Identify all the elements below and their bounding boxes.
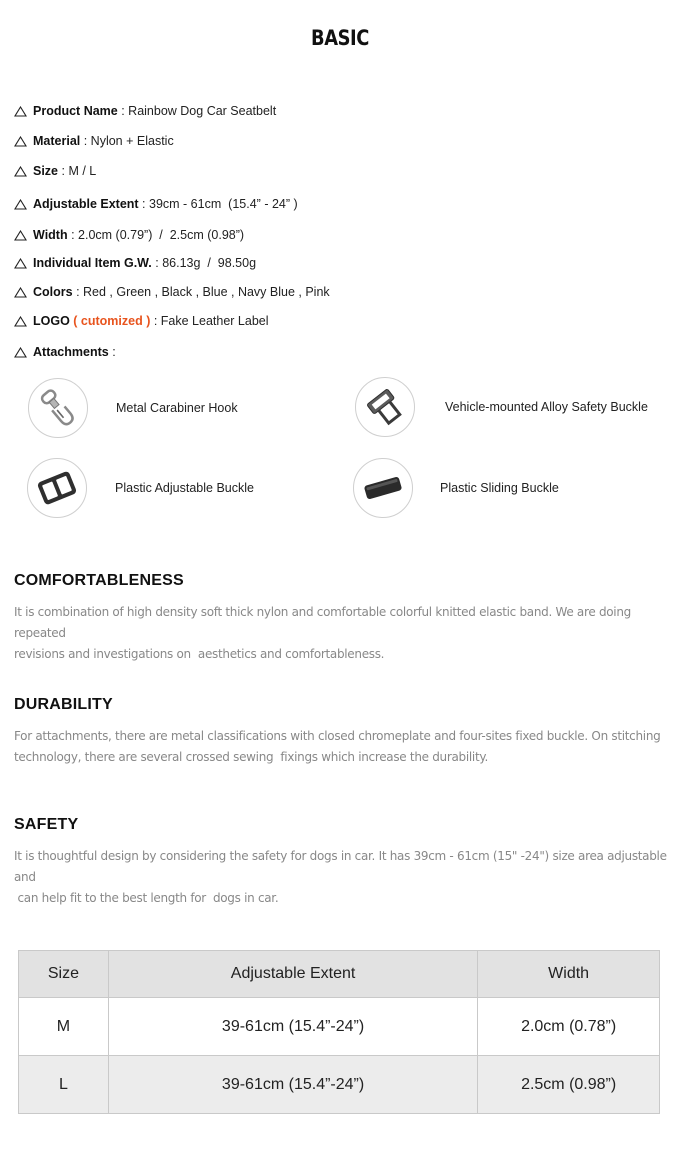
spec-key: Attachments xyxy=(33,345,109,359)
table-cell: 39-61cm (15.4”-24”) xyxy=(108,998,477,1056)
attachment-item xyxy=(27,458,254,518)
attachment-label: Plastic Sliding Buckle xyxy=(440,481,559,495)
safety-buckle-icon xyxy=(355,377,415,437)
spec-key: Size xyxy=(33,164,59,178)
text-line: For attachments, there are metal classifications with closed chromeplate and four-sites fixed buckle. On stitching xyxy=(14,729,661,743)
spec-key: Colors xyxy=(33,285,73,299)
attachment-item xyxy=(28,378,238,438)
spec-value: 2.0cm (0.79”) / 2.5cm (0.98”) xyxy=(78,228,245,242)
spec-key: Individual Item G.W. xyxy=(33,256,152,270)
table-row xyxy=(19,998,660,1056)
carabiner-hook-icon xyxy=(28,378,88,438)
triangle-bullet-icon xyxy=(14,230,27,241)
section-heading-safety: SAFETY xyxy=(14,816,79,833)
attachment-label: Metal Carabiner Hook xyxy=(116,401,238,415)
section-heading-comfortableness: COMFORTABLENESS xyxy=(14,572,184,589)
spec-product-name xyxy=(14,104,276,118)
spec-value: 86.13g / 98.50g xyxy=(162,256,257,270)
spec-note: ( cutomized ) xyxy=(69,314,154,328)
text-line: technology, there are several crossed sewing fixings which increase the durability. xyxy=(14,750,488,764)
spec-key: Width xyxy=(33,228,68,242)
column-header-size: Size xyxy=(19,951,109,998)
column-header-width: Width xyxy=(478,951,660,998)
spec-sep: : xyxy=(153,314,161,328)
table-header-row xyxy=(19,951,660,998)
size-table xyxy=(18,950,660,1114)
sliding-buckle-icon xyxy=(353,458,413,518)
section-text-safety xyxy=(14,846,674,909)
spec-key: Material xyxy=(33,134,81,148)
table-cell: L xyxy=(19,1056,109,1114)
spec-gross-weight xyxy=(14,256,256,270)
spec-key: Adjustable Extent xyxy=(33,197,139,211)
text-line: can help fit to the best length for dogs in car. xyxy=(14,891,279,905)
text-line: It is thoughtful design by considering the safety for dogs in car. It has 39cm - 61cm (15" -24") size area adjustable and xyxy=(14,849,667,884)
spec-value: M / L xyxy=(68,164,97,178)
page-title: BASIC xyxy=(311,26,369,50)
adjustable-buckle-icon xyxy=(27,458,87,518)
attachment-label: Vehicle-mounted Alloy Safety Buckle xyxy=(445,400,648,414)
triangle-bullet-icon xyxy=(14,106,27,117)
spec-sep: : xyxy=(80,134,91,148)
triangle-bullet-icon xyxy=(14,316,27,327)
table-cell: 2.0cm (0.78”) xyxy=(478,998,660,1056)
spec-material xyxy=(14,134,174,148)
triangle-bullet-icon xyxy=(14,287,27,298)
spec-logo xyxy=(14,314,269,328)
spec-sep: : xyxy=(72,285,84,299)
section-heading-durability: DURABILITY xyxy=(14,696,113,713)
table-cell: 2.5cm (0.98”) xyxy=(478,1056,660,1114)
spec-sep: : xyxy=(138,197,149,211)
section-text-durability xyxy=(14,726,674,768)
triangle-bullet-icon xyxy=(14,258,27,269)
triangle-bullet-icon xyxy=(14,136,27,147)
text-line: revisions and investigations on aesthetics and comfortableness. xyxy=(14,647,385,661)
attachment-label: Plastic Adjustable Buckle xyxy=(115,481,254,495)
triangle-bullet-icon xyxy=(14,199,27,210)
spec-attachments xyxy=(14,345,116,359)
spec-key: Product Name xyxy=(33,104,118,118)
spec-value: 39cm - 61cm (15.4” - 24” ) xyxy=(149,197,298,211)
triangle-bullet-icon xyxy=(14,347,27,358)
table-row xyxy=(19,1056,660,1114)
text-line: It is combination of high density soft thick nylon and comfortable colorful knitted elastic band. We are doing repeated xyxy=(14,605,631,640)
section-text-comfortableness xyxy=(14,602,674,665)
spec-colors xyxy=(14,285,330,299)
spec-value: Rainbow Dog Car Seatbelt xyxy=(128,104,277,118)
table-cell: M xyxy=(19,998,109,1056)
spec-width xyxy=(14,228,244,242)
spec-sep: : xyxy=(58,164,69,178)
spec-adjustable-extent xyxy=(14,197,298,211)
spec-sep: : xyxy=(117,104,129,118)
spec-size xyxy=(14,164,96,178)
attachment-item xyxy=(353,458,559,518)
attachment-item xyxy=(355,377,648,437)
spec-value: Red , Green , Black , Blue , Navy Blue , Pink xyxy=(83,285,330,299)
spec-sep: : xyxy=(151,256,163,270)
spec-value: Fake Leather Label xyxy=(160,314,269,328)
column-header-adjustable-extent: Adjustable Extent xyxy=(108,951,477,998)
spec-sep: : xyxy=(67,228,79,242)
spec-key: LOGO xyxy=(33,314,70,328)
triangle-bullet-icon xyxy=(14,166,27,177)
spec-value: Nylon + Elastic xyxy=(90,134,174,148)
spec-sep: : xyxy=(108,345,116,359)
table-cell: 39-61cm (15.4”-24”) xyxy=(108,1056,477,1114)
